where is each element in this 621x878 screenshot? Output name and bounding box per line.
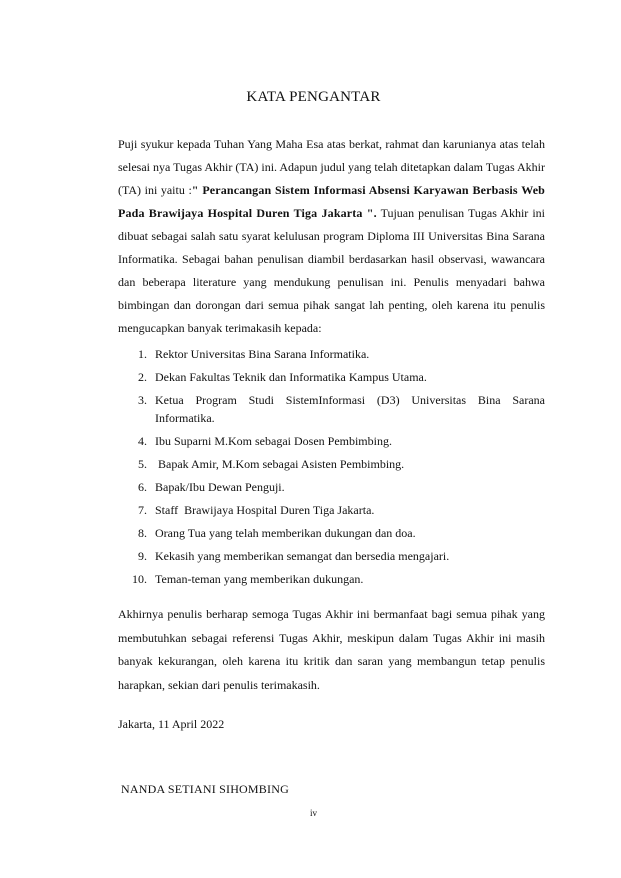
page-title: KATA PENGANTAR <box>246 89 381 105</box>
list-item-number: 6. <box>138 480 147 494</box>
list-item-text: Orang Tua yang telah memberikan dukungan dan doa. <box>155 526 416 540</box>
list-item-text: Teman-teman yang memberikan dukungan. <box>155 572 364 586</box>
list-item-text: Ketua Program Studi SistemInformasi (D3) Universitas Bina Sarana Informatika. <box>155 393 545 425</box>
list-item-number: 1. <box>138 347 147 361</box>
list-item-text: Bapak/Ibu Dewan Penguji. <box>155 480 285 494</box>
list-item <box>118 455 545 473</box>
list-item-number: 10. <box>132 572 147 586</box>
list-item <box>118 478 545 496</box>
acknowledgement-list <box>118 345 545 593</box>
list-item-text: Rektor Universitas Bina Sarana Informatika. <box>155 347 370 361</box>
list-item <box>118 547 545 565</box>
page-number: iv <box>309 808 317 818</box>
list-item <box>118 501 545 519</box>
thesis-title-bold: " Perancangan Sistem Informasi Absensi Karyawan Berbasis Web Pada Brawijaya Hospital Duren Tiga Jakarta ". <box>118 183 545 220</box>
intro-paragraph <box>118 133 545 340</box>
list-item-number: 5. <box>138 457 147 471</box>
intro-text-end: Tujuan penulisan Tugas Akhir ini dibuat sebagai salah satu syarat kelulusan program Diploma III Universitas Bina Sarana Informatika. Sebagai bahan penulisan diambil berdasarkan hasil observasi, wawancara dan beberapa literature yang mendukung penulisan ini. Penulis menyadari bahwa bimbingan dan dorongan dari semua pihak sangat lah penting, oleh karena itu penulis mengucapkan banyak terimakasih kepada: <box>118 206 546 335</box>
list-item <box>118 391 545 427</box>
list-item <box>118 345 545 363</box>
list-item-number: 7. <box>138 503 147 517</box>
signer-name: NANDA SETIANI SIHOMBING <box>121 782 289 796</box>
list-item-text: Dekan Fakultas Teknik dan Informatika Kampus Utama. <box>155 370 427 384</box>
list-item-number: 4. <box>138 434 147 448</box>
list-item-number: 3. <box>138 393 147 407</box>
list-item <box>118 368 545 386</box>
signing-date: Jakarta, 11 April 2022 <box>118 717 225 731</box>
list-item-number: 8. <box>138 526 147 540</box>
list-item-text: Bapak Amir, M.Kom sebagai Asisten Pembimbing. <box>155 457 405 471</box>
list-item <box>118 524 545 542</box>
list-item-number: 9. <box>138 549 147 563</box>
list-item <box>118 570 545 588</box>
intro-text-start: Puji syukur kepada Tuhan Yang Maha Esa atas berkat, rahmat dan karunianya atas telah selesai nya Tugas Akhir (TA) ini. Adapun judul yang telah ditetapkan dalam Tugas Akhir (TA) ini yaitu : <box>118 137 545 197</box>
closing-paragraph: Akhirnya penulis berharap semoga Tugas Akhir ini bermanfaat bagi semua pihak yang membutuhkan sebagai referensi Tugas Akhir, meskipun dalam Tugas Akhir ini masih banyak kekurangan, oleh karena itu kritik dan saran yang membangun tetap penulis harapkan, sekian dari penulis terimakasih. <box>118 607 545 692</box>
list-item-text: Ibu Suparni M.Kom sebagai Dosen Pembimbing. <box>155 434 392 448</box>
list-item-number: 2. <box>138 370 147 384</box>
list-item-text: Staff Brawijaya Hospital Duren Tiga Jakarta. <box>155 503 375 517</box>
list-item <box>118 432 545 450</box>
list-item-text: Kekasih yang memberikan semangat dan bersedia mengajari. <box>155 549 450 563</box>
